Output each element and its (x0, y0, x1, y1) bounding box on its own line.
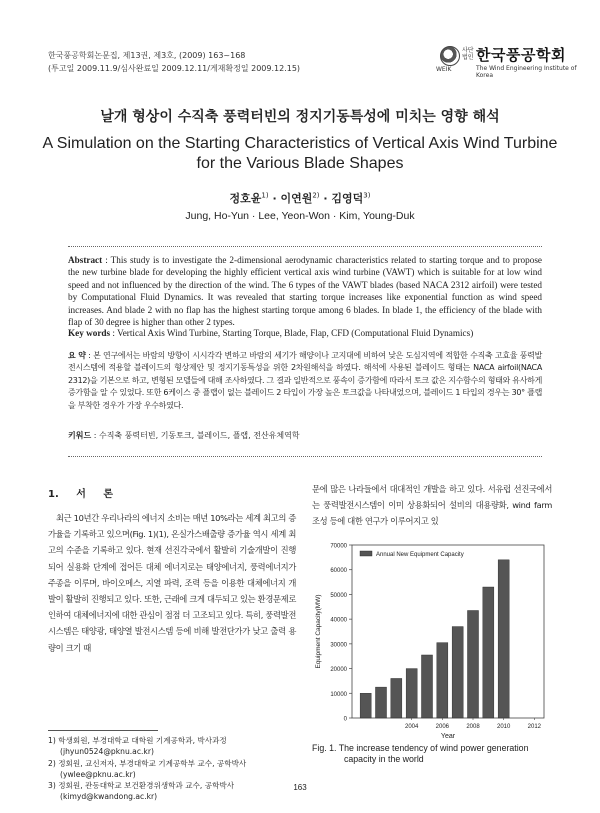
x-tick-label: 2010 (496, 724, 511, 730)
society-emblem-icon (440, 46, 460, 66)
y-tick-label: 10000 (330, 691, 347, 698)
y-tick-label: 60000 (330, 568, 347, 575)
keywords-korean (68, 430, 542, 441)
caption-line-2: capacity in the world (344, 754, 424, 764)
bar (437, 643, 448, 718)
abstract-text: : This study is to investigate the 2-dimensional aerodynamic characteristics related to starting torque and to propose the new turbine blade for developing the highly efficient vertical axis wind turbine (VAWT) which is suitable for at low wind speed and not influenced by the direction of the wind. The 6 types of the VAWT blades (based NACA 2312 airfoil) were tested by Computational Fluid Dynamics. It was revealed that starting torque increases like exponential function as wind speed increases. And blade 2 with no flap has the highest starting torque among 6 blades. In blade 1, the efficiency of the blade with flap of 30 degree is higher than other 2 types. (68, 255, 542, 328)
bar (406, 669, 417, 718)
y-tick-label: 40000 (330, 617, 347, 624)
y-tick-label: 70000 (330, 543, 347, 550)
abstract (68, 254, 542, 328)
title-korean: 날개 형상이 수직축 풍력터빈의 정지기동특성에 미치는 영향 해석 (100, 109, 500, 125)
title-english: A Simulation on the Starting Characteristics of Vertical Axis Wind Turbine for the Various Blade Shapes (42, 135, 558, 172)
author-name: 김영덕 (331, 192, 364, 205)
logo-corporation-label: 사단 법인 (462, 47, 474, 61)
abstract-top-rule (68, 246, 542, 247)
abstract-korean-label: 요 약 (68, 351, 86, 360)
author-separator: · (268, 192, 281, 205)
section-heading: 1. 서 론 (48, 489, 114, 500)
bar (452, 627, 463, 718)
keywords-label: Key words (68, 328, 111, 338)
footnotes (48, 735, 298, 803)
x-tick-label: 2008 (466, 724, 480, 730)
capacity-bar-chart (312, 535, 557, 740)
x-axis-label: Year (440, 733, 456, 740)
legend-swatch (360, 551, 372, 556)
bar (421, 655, 432, 718)
footnote: 3) 정회원, 관동대학교 보건환경위생학과 교수, 공학박사 (kimyd@kwandong.ac.kr) (48, 781, 235, 802)
keywords-korean-label: 키워드 (68, 431, 92, 440)
bar (391, 678, 402, 718)
author-affiliation-mark: 1) (261, 191, 269, 200)
bar (467, 610, 478, 718)
logo-society-name: 한국풍공학회 (476, 46, 566, 64)
abstract-korean (68, 350, 542, 412)
y-tick-label: 0 (343, 716, 347, 723)
legend-label: Annual New Equipment Capacity (376, 552, 464, 558)
y-tick-label: 30000 (330, 642, 347, 649)
keywords-text: : Vertical Axis Wind Turbine, Starting Torque, Blade, Flap, CFD (Computational Fluid Dynamics) (110, 328, 474, 338)
submission-dates: (투고일 2009.11.9/심사완료일 2009.12.11/게재확정일 2009.12.15) (48, 64, 301, 73)
y-axis-label: Equipment Capacity(MW) (315, 594, 322, 669)
footnote: 1) 학생회원, 부경대학교 대학원 기계공학과, 박사과정 (jhyun0524@pknu.ac.kr) (48, 736, 227, 757)
footnote-rule (48, 730, 158, 731)
author-name: 정호윤 (229, 192, 262, 205)
x-tick-label: 2004 (404, 724, 419, 730)
figure-caption (312, 743, 554, 765)
page-number: 163 (293, 783, 307, 792)
x-tick-label: 2006 (435, 724, 450, 730)
abstract-bottom-rule (68, 456, 542, 457)
authors-korean (0, 190, 600, 206)
bar (375, 687, 386, 718)
caption-line-1: Fig. 1. The increase tendency of wind power generation (312, 743, 529, 753)
abstract-korean-text: : 본 연구에서는 바람의 방향이 시시각각 변하고 바람의 세기가 해양이나 고지대에 비하여 낮은 도심지역에 적합한 수직축 고효율 풍력발전시스템에 적용할 블레이드의 형상제안 및 정지기동특성을 위한 2차원해석을 하였다. 해석에 사용된 블레이드 형태는 NACA airfoil(NACA 2312)을 기본으로 하고, 변형된 모델들에 대해 조사하였다. 그 결과 일반적으로 풍속이 증가함에 따라서 토크 값은 지수함수의 형태와 유사하게 증가함을 알 수 있었다. 또한 6케이스 중 플랩이 없는 블레이드 2 타입이 가장 높은 토크값을 나타내었으며, 블레이드 1 타입의 경우는 30° 플랩을 부착한 경우가 가장 우수하였다. (68, 351, 542, 410)
author-affiliation-mark: 3) (363, 191, 371, 200)
body-text-left: 최근 10년간 우리나라의 에너지 소비는 매년 10%라는 세계 최고의 증가율을 기록하고 있으며(Fig. 1)(1), 온실가스배출량 증가율 역시 세계 최고의 수준을 기록하고 있다. 현재 선진각국에서 활발히 기술개발이 진행되어 실용화 단계에 접어든 대체 에너지로는 태양에너지, 풍력에너지가 주종을 이루며, 바이오메스, 지열 파력, 조력 등을 이용한 대체에너지 개발이 활발히 진행되고 있다. 또한, 근래에 크게 대두되고 있는 환경문제로 인하여 대체에너지에 대한 관심이 점점 더 고조되고 있다. 특히, 풍력발전시스템은 태양광, 태양열 발전시스템 등에 비해 발전단가가 낮고 출력 용량이 크기 때 (48, 513, 296, 653)
keywords-korean-text: : 수직축 풍력터빈, 기동토크, 블레이드, 플랩, 전산유체역학 (91, 431, 300, 440)
society-logo (436, 44, 590, 79)
author-name: 이연원 (280, 192, 313, 205)
author-affiliation-mark: 2) (312, 191, 320, 200)
bar (498, 560, 509, 718)
footnote: 2) 정회원, 교신저자, 부경대학교 기계공학부 교수, 공학박사 (ywlee@pknu.ac.kr) (48, 758, 247, 779)
logo-abbreviation: WEIK (436, 66, 452, 73)
authors-english: Jung, Ho-Yun · Lee, Yeon-Won · Kim, Young-Duk (185, 210, 415, 222)
bar (360, 693, 371, 718)
abstract-label: Abstract (68, 255, 103, 265)
y-tick-label: 50000 (330, 592, 347, 599)
author-separator: · (319, 192, 332, 205)
journal-citation: 한국풍공학회논문집, 제13권, 제3호, (2009) 163~168 (48, 51, 246, 60)
bar (483, 587, 494, 718)
y-tick-label: 20000 (330, 667, 347, 674)
body-text-right: 문에 많은 나라들에서 대대적인 개발을 하고 있다. 서유럽 선진국에서는 풍력발전시스템이 이미 상용화되어 설비의 대용량화, wind farm 조성 등에 대한 연구가 이루어지고 있 (312, 484, 552, 527)
logo-english-name: The Wind Engineering Institute of Korea (476, 65, 577, 79)
keywords (68, 327, 542, 339)
x-tick-label: 2012 (527, 724, 542, 730)
